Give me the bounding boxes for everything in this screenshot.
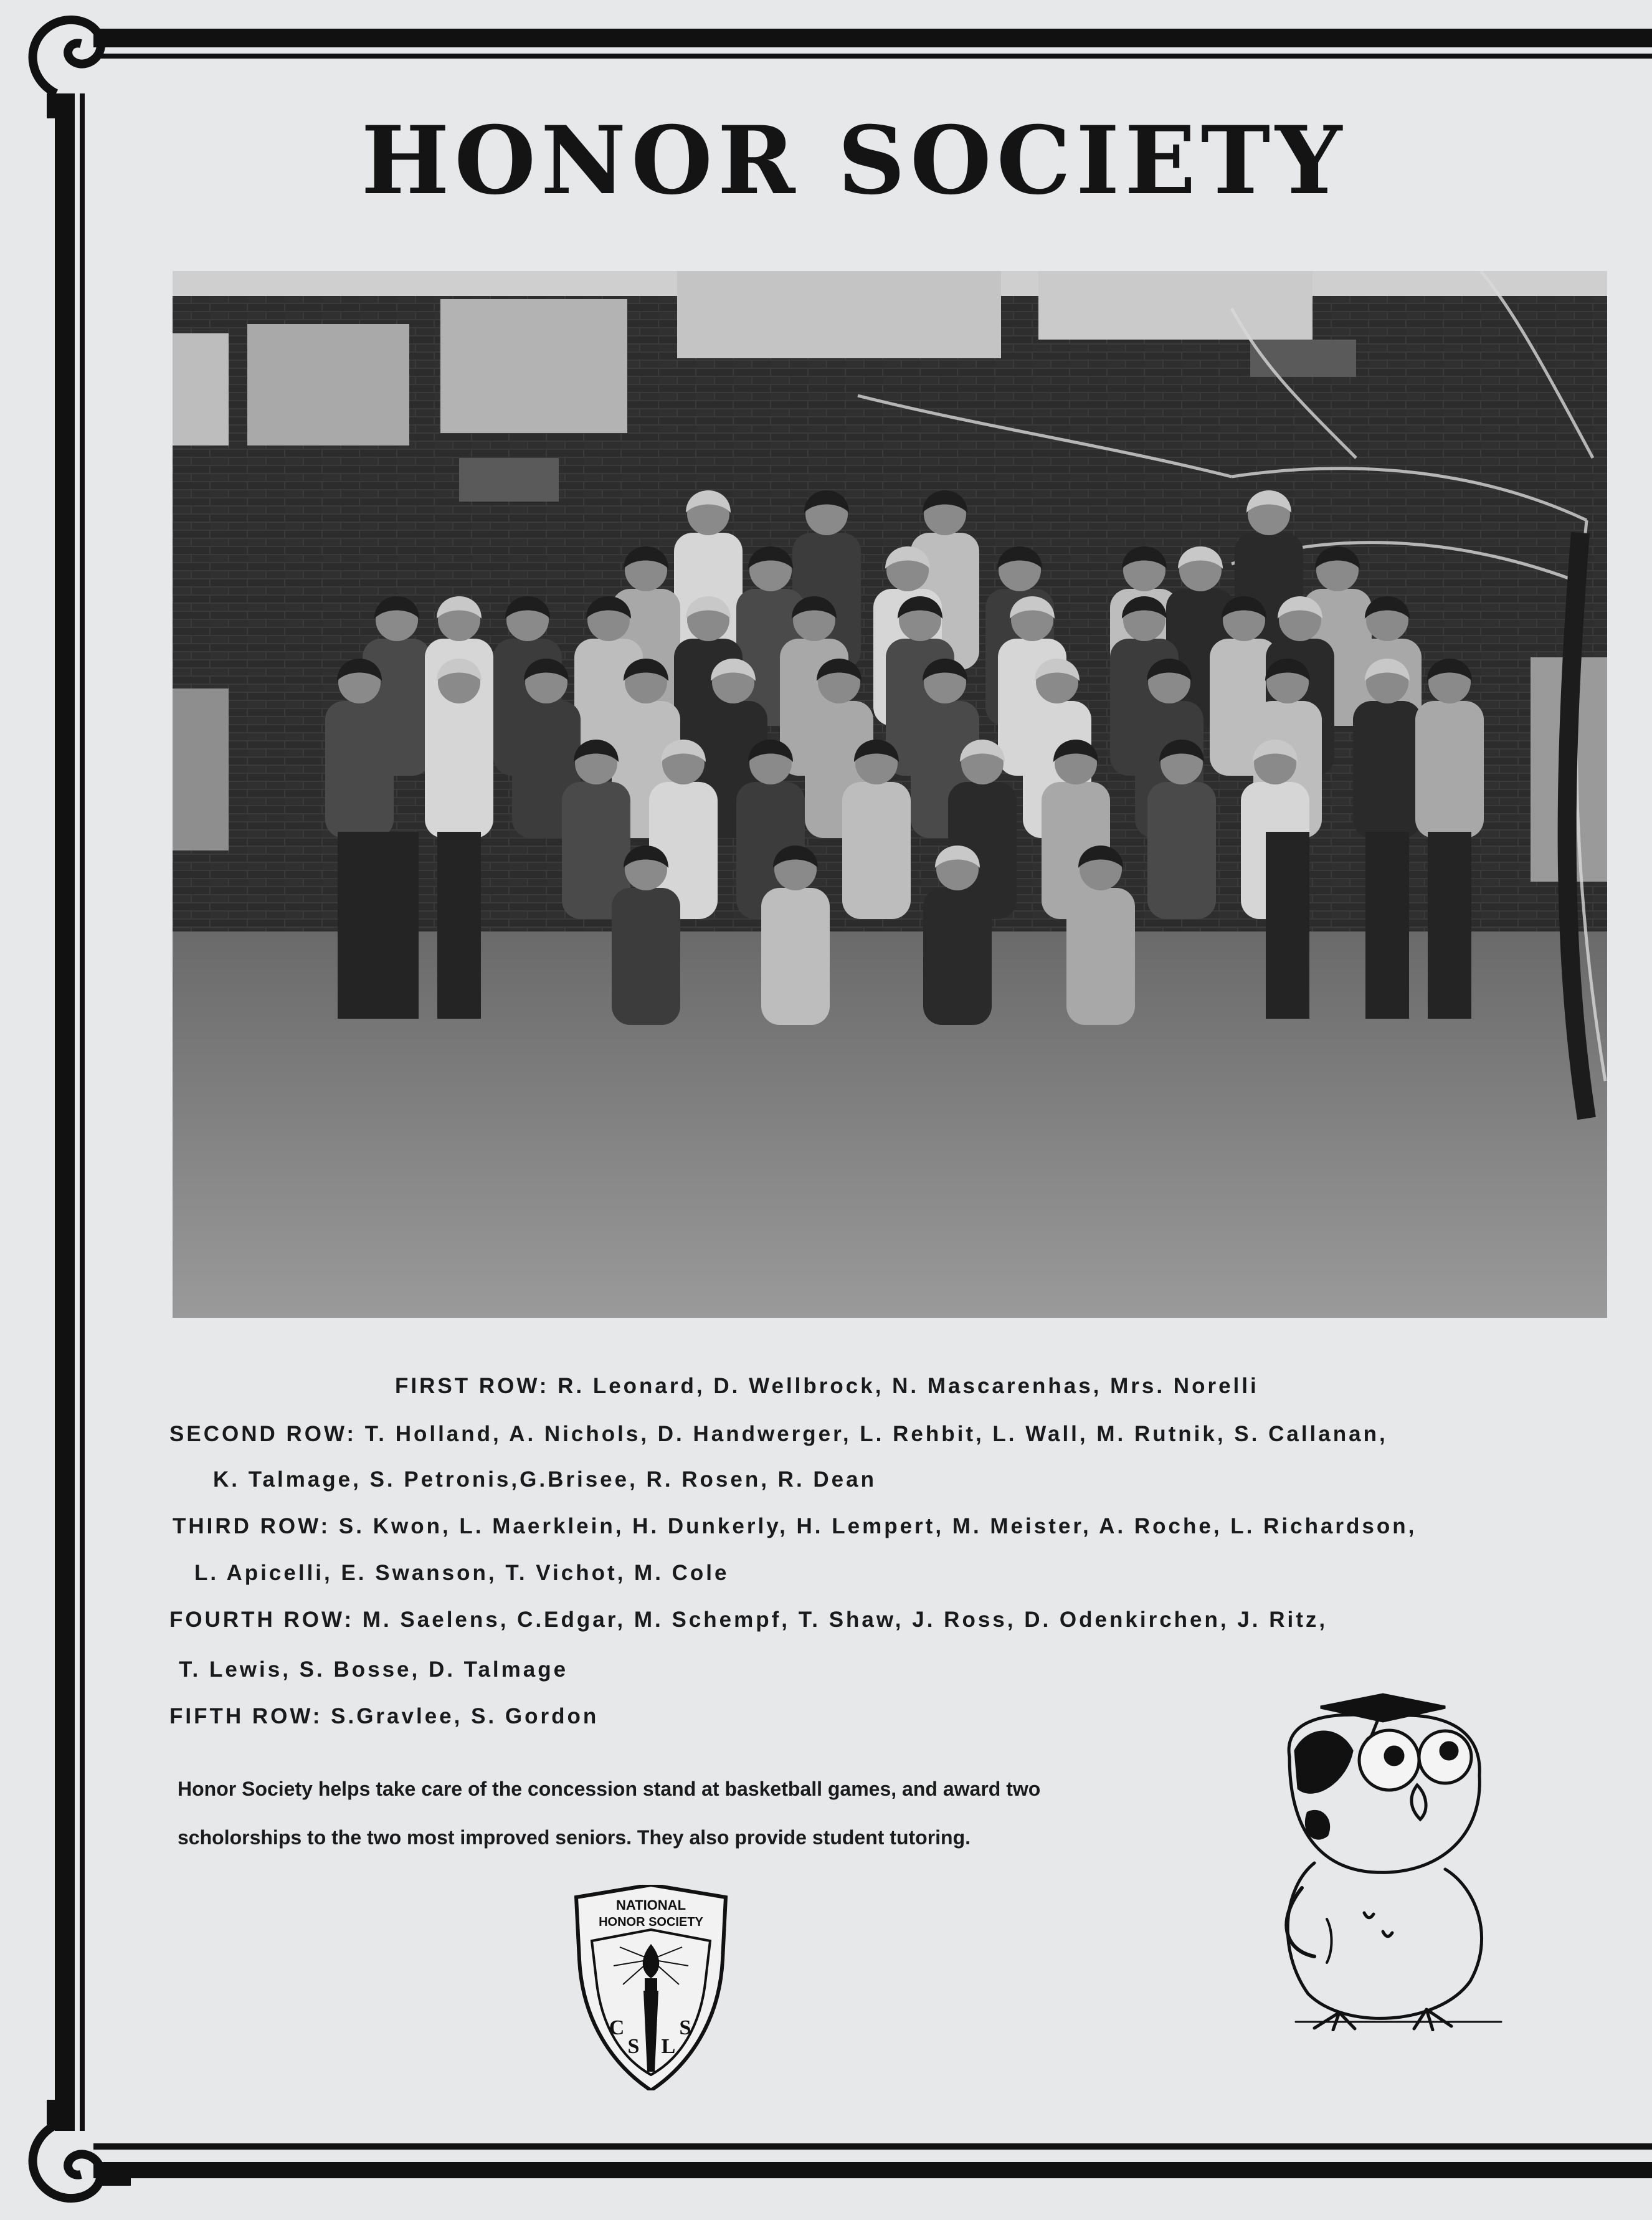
logo-letter-s2: S <box>679 2016 691 2039</box>
person-legs <box>338 832 381 1019</box>
caption-fourth-row: FOURTH ROW: M. Saelens, C.Edgar, M. Schempf, T. Shaw, J. Ross, D. Odenkirchen, J. Ritz, <box>169 1608 1328 1632</box>
frame-top-border <box>93 29 1652 47</box>
caption-third-row: THIRD ROW: S. Kwon, L. Maerklein, H. Dunkerly, H. Lempert, M. Meister, A. Roche, L. Richardson, <box>173 1514 1417 1538</box>
person-legs <box>1266 832 1309 1019</box>
frame-bottom-border <box>93 2162 1652 2178</box>
person-body <box>1415 701 1484 838</box>
logo-letter-s: S <box>627 2035 640 2058</box>
person-body <box>842 782 911 919</box>
logo-text-national: NATIONAL <box>615 1897 686 1913</box>
national-honor-society-logo <box>564 1885 738 2090</box>
frame-bottom-inner-border <box>93 2143 1652 2150</box>
person-legs <box>1428 832 1471 1019</box>
description-line-2: scholorships to the two most improved seniors. They also provide student tutoring. <box>178 1826 971 1849</box>
caption-second-row-continued: K. Talmage, S. Petronis,G.Brisee, R. Rosen, R. Dean <box>213 1467 876 1492</box>
person-body <box>1147 782 1216 919</box>
frame-corner-top-left <box>19 6 131 118</box>
caption-fourth-row-continued: T. Lewis, S. Bosse, D. Talmage <box>179 1657 569 1682</box>
description-line-1: Honor Society helps take care of the concession stand at basketball games, and award two <box>178 1778 1041 1800</box>
description-paragraph <box>178 1765 1187 1862</box>
person-body <box>425 701 493 838</box>
person-legs <box>1365 832 1409 1019</box>
logo-letter-l: L <box>661 2035 676 2058</box>
caption-first-row: FIRST ROW: R. Leonard, D. Wellbrock, N. Mascarenhas, Mrs. Norelli <box>395 1374 1259 1398</box>
person-body <box>612 888 680 1025</box>
owl-cartoon-icon <box>1240 1682 1564 2031</box>
caption-third-row-continued: L. Apicelli, E. Swanson, T. Vichot, M. Cole <box>194 1561 729 1585</box>
logo-letter-c: C <box>609 2016 625 2039</box>
frame-left-inner-border <box>80 93 85 2131</box>
person-body <box>325 701 394 838</box>
frame-left-border <box>55 93 75 2131</box>
logo-text-honor-society: HONOR SOCIETY <box>599 1915 703 1929</box>
caption-fifth-row: FIFTH ROW: S.Gravlee, S. Gordon <box>169 1704 599 1728</box>
person-legs <box>437 832 481 1019</box>
frame-top-inner-border <box>93 54 1652 59</box>
person-legs <box>375 832 419 1019</box>
person-body <box>923 888 992 1025</box>
group-photo <box>173 271 1607 1318</box>
caption-second-row: SECOND ROW: T. Holland, A. Nichols, D. Handwerger, L. Rehbit, L. Wall, M. Rutnik, S. Callanan, <box>169 1422 1388 1446</box>
page-title: HONOR SOCIETY <box>361 106 1347 216</box>
person-body <box>1066 888 1135 1025</box>
person-body <box>761 888 830 1025</box>
frame-corner-bottom-left <box>19 2100 131 2212</box>
person-body <box>1353 701 1422 838</box>
